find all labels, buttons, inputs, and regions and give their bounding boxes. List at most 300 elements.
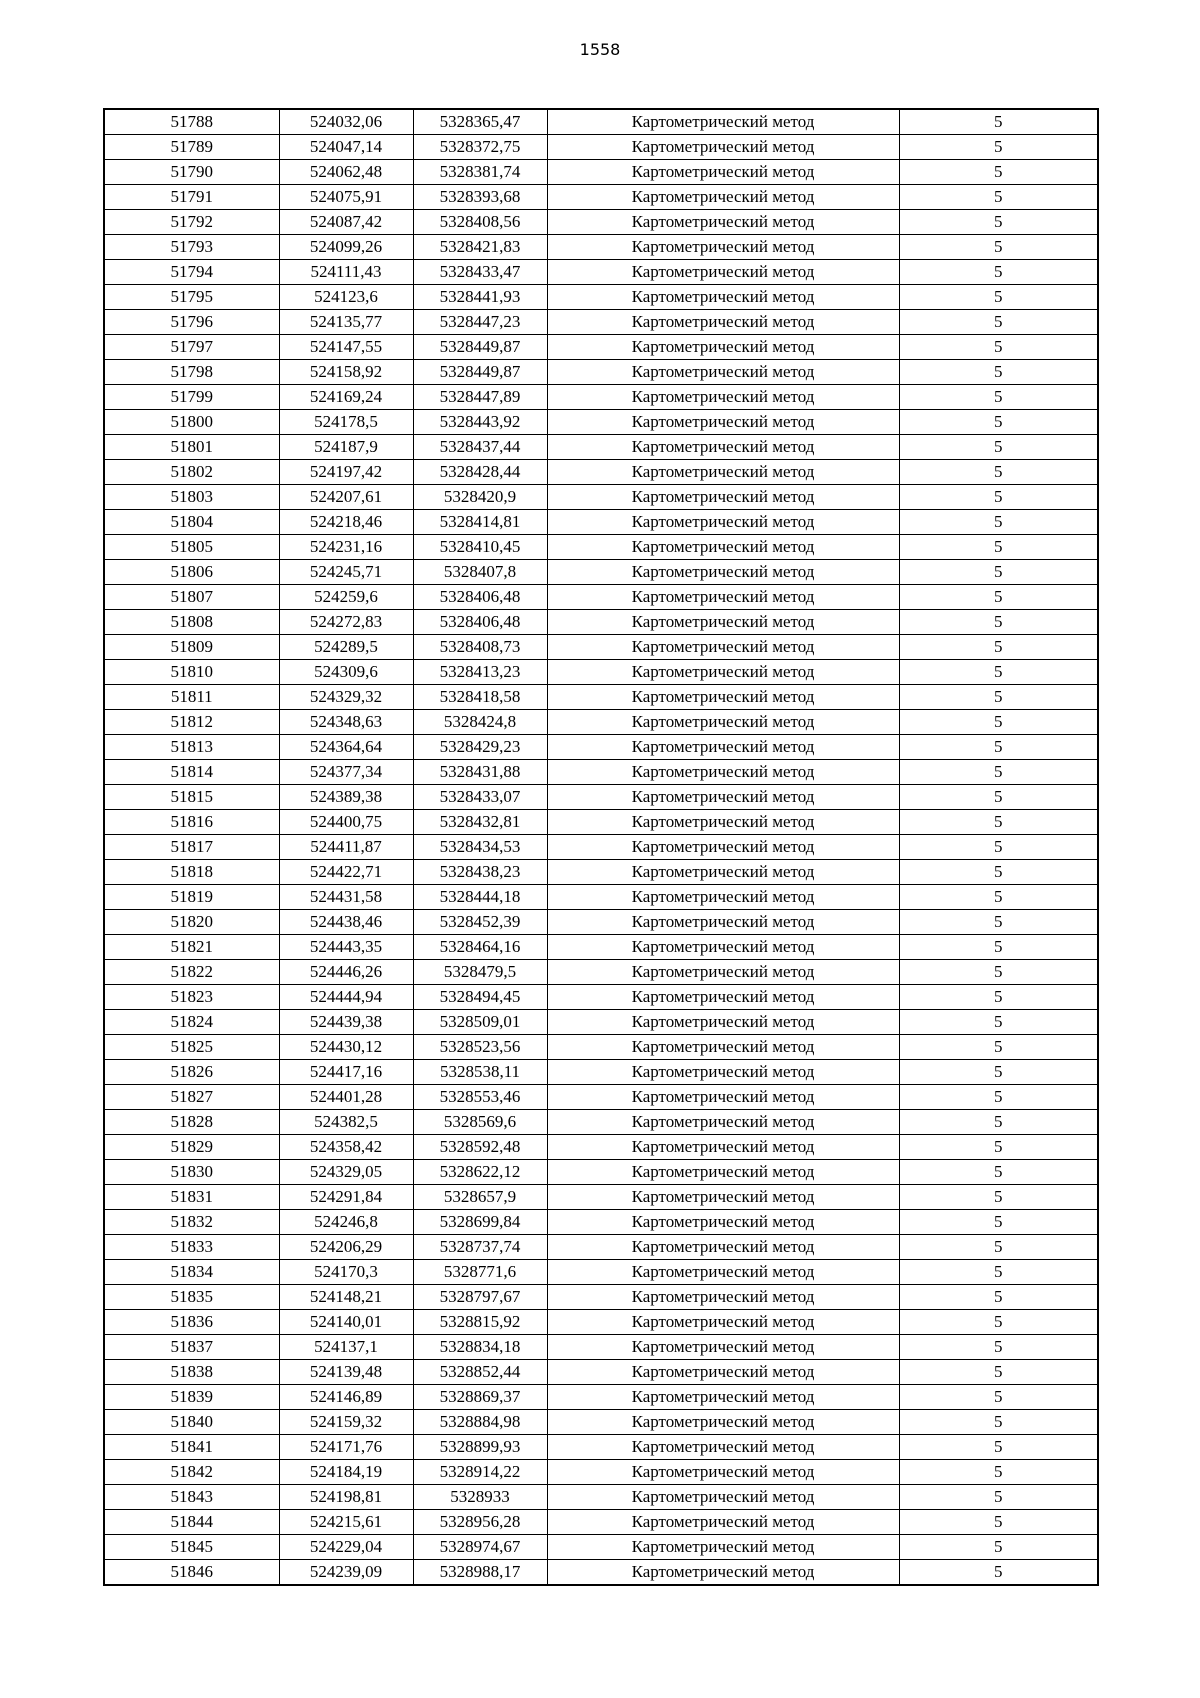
method-cell: Картометрический метод — [547, 1360, 899, 1385]
method-cell: Картометрический метод — [547, 1010, 899, 1035]
x-coordinate-cell: 524411,87 — [279, 835, 413, 860]
y-coordinate-cell: 5328447,89 — [413, 385, 547, 410]
method-cell: Картометрический метод — [547, 360, 899, 385]
table-row — [104, 1060, 1098, 1085]
y-coordinate-cell: 5328494,45 — [413, 985, 547, 1010]
y-coordinate-cell: 5328699,84 — [413, 1210, 547, 1235]
accuracy-cell: 5 — [899, 1310, 1098, 1335]
table-row — [104, 1535, 1098, 1560]
table-row — [104, 385, 1098, 410]
y-coordinate-cell: 5328443,92 — [413, 410, 547, 435]
y-coordinate-cell: 5328418,58 — [413, 685, 547, 710]
table-row — [104, 435, 1098, 460]
accuracy-cell: 5 — [899, 1535, 1098, 1560]
point-number-cell: 51845 — [104, 1535, 279, 1560]
point-number-cell: 51821 — [104, 935, 279, 960]
x-coordinate-cell: 524229,04 — [279, 1535, 413, 1560]
x-coordinate-cell: 524170,3 — [279, 1260, 413, 1285]
table-row — [104, 1335, 1098, 1360]
accuracy-cell: 5 — [899, 1035, 1098, 1060]
point-number-cell: 51795 — [104, 285, 279, 310]
point-number-cell: 51823 — [104, 985, 279, 1010]
y-coordinate-cell: 5328437,44 — [413, 435, 547, 460]
table-row — [104, 485, 1098, 510]
accuracy-cell: 5 — [899, 410, 1098, 435]
y-coordinate-cell: 5328393,68 — [413, 185, 547, 210]
method-cell: Картометрический метод — [547, 1285, 899, 1310]
point-number-cell: 51838 — [104, 1360, 279, 1385]
x-coordinate-cell: 524329,32 — [279, 685, 413, 710]
table-row — [104, 510, 1098, 535]
y-coordinate-cell: 5328414,81 — [413, 510, 547, 535]
method-cell: Картометрический метод — [547, 635, 899, 660]
table-row — [104, 635, 1098, 660]
accuracy-cell: 5 — [899, 835, 1098, 860]
y-coordinate-cell: 5328538,11 — [413, 1060, 547, 1085]
table-row — [104, 1560, 1098, 1586]
point-number-cell: 51818 — [104, 860, 279, 885]
point-number-cell: 51813 — [104, 735, 279, 760]
y-coordinate-cell: 5328479,5 — [413, 960, 547, 985]
y-coordinate-cell: 5328771,6 — [413, 1260, 547, 1285]
accuracy-cell: 5 — [899, 385, 1098, 410]
point-number-cell: 51828 — [104, 1110, 279, 1135]
x-coordinate-cell: 524439,38 — [279, 1010, 413, 1035]
x-coordinate-cell: 524147,55 — [279, 335, 413, 360]
x-coordinate-cell: 524377,34 — [279, 760, 413, 785]
table-row — [104, 1035, 1098, 1060]
accuracy-cell: 5 — [899, 1285, 1098, 1310]
table-row — [104, 1310, 1098, 1335]
table-row — [104, 1210, 1098, 1235]
x-coordinate-cell: 524218,46 — [279, 510, 413, 535]
table-row — [104, 135, 1098, 160]
method-cell: Картометрический метод — [547, 585, 899, 610]
point-number-cell: 51839 — [104, 1385, 279, 1410]
y-coordinate-cell: 5328452,39 — [413, 910, 547, 935]
table-row — [104, 310, 1098, 335]
table-row — [104, 1135, 1098, 1160]
table-row — [104, 535, 1098, 560]
point-number-cell: 51842 — [104, 1460, 279, 1485]
y-coordinate-cell: 5328657,9 — [413, 1185, 547, 1210]
accuracy-cell: 5 — [899, 160, 1098, 185]
y-coordinate-cell: 5328441,93 — [413, 285, 547, 310]
point-number-cell: 51801 — [104, 435, 279, 460]
accuracy-cell: 5 — [899, 1460, 1098, 1485]
x-coordinate-cell: 524206,29 — [279, 1235, 413, 1260]
point-number-cell: 51843 — [104, 1485, 279, 1510]
accuracy-cell: 5 — [899, 109, 1098, 135]
accuracy-cell: 5 — [899, 560, 1098, 585]
accuracy-cell: 5 — [899, 1410, 1098, 1435]
point-number-cell: 51788 — [104, 109, 279, 135]
y-coordinate-cell: 5328797,67 — [413, 1285, 547, 1310]
method-cell: Картометрический метод — [547, 260, 899, 285]
accuracy-cell: 5 — [899, 810, 1098, 835]
point-number-cell: 51793 — [104, 235, 279, 260]
method-cell: Картометрический метод — [547, 985, 899, 1010]
method-cell: Картометрический метод — [547, 1560, 899, 1586]
x-coordinate-cell: 524137,1 — [279, 1335, 413, 1360]
accuracy-cell: 5 — [899, 785, 1098, 810]
y-coordinate-cell: 5328447,23 — [413, 310, 547, 335]
accuracy-cell: 5 — [899, 485, 1098, 510]
method-cell: Картометрический метод — [547, 860, 899, 885]
point-number-cell: 51794 — [104, 260, 279, 285]
table-row — [104, 1435, 1098, 1460]
y-coordinate-cell: 5328433,47 — [413, 260, 547, 285]
table-row — [104, 1360, 1098, 1385]
y-coordinate-cell: 5328428,44 — [413, 460, 547, 485]
method-cell: Картометрический метод — [547, 910, 899, 935]
table-row — [104, 660, 1098, 685]
method-cell: Картометрический метод — [547, 760, 899, 785]
x-coordinate-cell: 524087,42 — [279, 210, 413, 235]
x-coordinate-cell: 524146,89 — [279, 1385, 413, 1410]
point-number-cell: 51811 — [104, 685, 279, 710]
accuracy-cell: 5 — [899, 760, 1098, 785]
table-row — [104, 760, 1098, 785]
accuracy-cell: 5 — [899, 1060, 1098, 1085]
x-coordinate-cell: 524444,94 — [279, 985, 413, 1010]
table-row — [104, 685, 1098, 710]
accuracy-cell: 5 — [899, 1360, 1098, 1385]
x-coordinate-cell: 524139,48 — [279, 1360, 413, 1385]
y-coordinate-cell: 5328622,12 — [413, 1160, 547, 1185]
point-number-cell: 51807 — [104, 585, 279, 610]
x-coordinate-cell: 524358,42 — [279, 1135, 413, 1160]
y-coordinate-cell: 5328899,93 — [413, 1435, 547, 1460]
method-cell: Картометрический метод — [547, 885, 899, 910]
point-number-cell: 51789 — [104, 135, 279, 160]
method-cell: Картометрический метод — [547, 1510, 899, 1535]
accuracy-cell: 5 — [899, 285, 1098, 310]
method-cell: Картометрический метод — [547, 1210, 899, 1235]
point-number-cell: 51826 — [104, 1060, 279, 1085]
point-number-cell: 51830 — [104, 1160, 279, 1185]
point-number-cell: 51827 — [104, 1085, 279, 1110]
x-coordinate-cell: 524430,12 — [279, 1035, 413, 1060]
y-coordinate-cell: 5328410,45 — [413, 535, 547, 560]
x-coordinate-cell: 524382,5 — [279, 1110, 413, 1135]
y-coordinate-cell: 5328449,87 — [413, 335, 547, 360]
y-coordinate-cell: 5328434,53 — [413, 835, 547, 860]
method-cell: Картометрический метод — [547, 1085, 899, 1110]
point-number-cell: 51835 — [104, 1285, 279, 1310]
point-number-cell: 51834 — [104, 1260, 279, 1285]
method-cell: Картометрический метод — [547, 1385, 899, 1410]
y-coordinate-cell: 5328869,37 — [413, 1385, 547, 1410]
method-cell: Картометрический метод — [547, 560, 899, 585]
accuracy-cell: 5 — [899, 185, 1098, 210]
y-coordinate-cell: 5328429,23 — [413, 735, 547, 760]
x-coordinate-cell: 524197,42 — [279, 460, 413, 485]
x-coordinate-cell: 524446,26 — [279, 960, 413, 985]
accuracy-cell: 5 — [899, 1085, 1098, 1110]
method-cell: Картометрический метод — [547, 1410, 899, 1435]
table-row — [104, 1235, 1098, 1260]
x-coordinate-cell: 524171,76 — [279, 1435, 413, 1460]
accuracy-cell: 5 — [899, 910, 1098, 935]
point-number-cell: 51829 — [104, 1135, 279, 1160]
accuracy-cell: 5 — [899, 735, 1098, 760]
x-coordinate-cell: 524239,09 — [279, 1560, 413, 1586]
x-coordinate-cell: 524184,19 — [279, 1460, 413, 1485]
x-coordinate-cell: 524400,75 — [279, 810, 413, 835]
method-cell: Картометрический метод — [547, 1160, 899, 1185]
accuracy-cell: 5 — [899, 460, 1098, 485]
method-cell: Картометрический метод — [547, 385, 899, 410]
table-row — [104, 785, 1098, 810]
accuracy-cell: 5 — [899, 510, 1098, 535]
y-coordinate-cell: 5328988,17 — [413, 1560, 547, 1586]
y-coordinate-cell: 5328421,83 — [413, 235, 547, 260]
point-number-cell: 51798 — [104, 360, 279, 385]
table-row — [104, 1260, 1098, 1285]
accuracy-cell: 5 — [899, 1210, 1098, 1235]
accuracy-cell: 5 — [899, 1010, 1098, 1035]
point-number-cell: 51841 — [104, 1435, 279, 1460]
table-row — [104, 460, 1098, 485]
table-row — [104, 885, 1098, 910]
method-cell: Картометрический метод — [547, 435, 899, 460]
y-coordinate-cell: 5328974,67 — [413, 1535, 547, 1560]
x-coordinate-cell: 524158,92 — [279, 360, 413, 385]
method-cell: Картометрический метод — [547, 1535, 899, 1560]
y-coordinate-cell: 5328592,48 — [413, 1135, 547, 1160]
x-coordinate-cell: 524422,71 — [279, 860, 413, 885]
y-coordinate-cell: 5328449,87 — [413, 360, 547, 385]
table-row — [104, 235, 1098, 260]
x-coordinate-cell: 524231,16 — [279, 535, 413, 560]
point-number-cell: 51796 — [104, 310, 279, 335]
point-number-cell: 51840 — [104, 1410, 279, 1435]
table-row — [104, 610, 1098, 635]
point-number-cell: 51819 — [104, 885, 279, 910]
table-row — [104, 1085, 1098, 1110]
table-row — [104, 1385, 1098, 1410]
table-row — [104, 1160, 1098, 1185]
page-number: 1558 — [579, 40, 621, 59]
method-cell: Картометрический метод — [547, 735, 899, 760]
point-number-cell: 51791 — [104, 185, 279, 210]
method-cell: Картометрический метод — [547, 1460, 899, 1485]
accuracy-cell: 5 — [899, 260, 1098, 285]
y-coordinate-cell: 5328406,48 — [413, 610, 547, 635]
x-coordinate-cell: 524140,01 — [279, 1310, 413, 1335]
method-cell: Картометрический метод — [547, 610, 899, 635]
y-coordinate-cell: 5328933 — [413, 1485, 547, 1510]
point-number-cell: 51799 — [104, 385, 279, 410]
method-cell: Картометрический метод — [547, 310, 899, 335]
x-coordinate-cell: 524431,58 — [279, 885, 413, 910]
table-row — [104, 960, 1098, 985]
method-cell: Картометрический метод — [547, 1135, 899, 1160]
y-coordinate-cell: 5328553,46 — [413, 1085, 547, 1110]
y-coordinate-cell: 5328569,6 — [413, 1110, 547, 1135]
accuracy-cell: 5 — [899, 360, 1098, 385]
accuracy-cell: 5 — [899, 610, 1098, 635]
x-coordinate-cell: 524178,5 — [279, 410, 413, 435]
point-number-cell: 51817 — [104, 835, 279, 860]
point-number-cell: 51812 — [104, 710, 279, 735]
accuracy-cell: 5 — [899, 435, 1098, 460]
x-coordinate-cell: 524111,43 — [279, 260, 413, 285]
y-coordinate-cell: 5328433,07 — [413, 785, 547, 810]
method-cell: Картометрический метод — [547, 335, 899, 360]
accuracy-cell: 5 — [899, 885, 1098, 910]
x-coordinate-cell: 524169,24 — [279, 385, 413, 410]
accuracy-cell: 5 — [899, 1485, 1098, 1510]
method-cell: Картометрический метод — [547, 535, 899, 560]
y-coordinate-cell: 5328413,23 — [413, 660, 547, 685]
point-number-cell: 51800 — [104, 410, 279, 435]
x-coordinate-cell: 524289,5 — [279, 635, 413, 660]
table-row — [104, 109, 1098, 135]
x-coordinate-cell: 524148,21 — [279, 1285, 413, 1310]
x-coordinate-cell: 524123,6 — [279, 285, 413, 310]
x-coordinate-cell: 524099,26 — [279, 235, 413, 260]
x-coordinate-cell: 524245,71 — [279, 560, 413, 585]
point-number-cell: 51805 — [104, 535, 279, 560]
y-coordinate-cell: 5328408,73 — [413, 635, 547, 660]
method-cell: Картометрический метод — [547, 285, 899, 310]
x-coordinate-cell: 524364,64 — [279, 735, 413, 760]
table-row — [104, 285, 1098, 310]
y-coordinate-cell: 5328406,48 — [413, 585, 547, 610]
y-coordinate-cell: 5328956,28 — [413, 1510, 547, 1535]
x-coordinate-cell: 524259,6 — [279, 585, 413, 610]
table-row — [104, 735, 1098, 760]
method-cell: Картометрический метод — [547, 785, 899, 810]
method-cell: Картометрический метод — [547, 1035, 899, 1060]
accuracy-cell: 5 — [899, 1335, 1098, 1360]
point-number-cell: 51792 — [104, 210, 279, 235]
y-coordinate-cell: 5328737,74 — [413, 1235, 547, 1260]
method-cell: Картометрический метод — [547, 510, 899, 535]
accuracy-cell: 5 — [899, 585, 1098, 610]
x-coordinate-cell: 524215,61 — [279, 1510, 413, 1535]
method-cell: Картометрический метод — [547, 235, 899, 260]
x-coordinate-cell: 524207,61 — [279, 485, 413, 510]
method-cell: Картометрический метод — [547, 135, 899, 160]
y-coordinate-cell: 5328509,01 — [413, 1010, 547, 1035]
point-number-cell: 51809 — [104, 635, 279, 660]
point-number-cell: 51844 — [104, 1510, 279, 1535]
point-number-cell: 51797 — [104, 335, 279, 360]
accuracy-cell: 5 — [899, 310, 1098, 335]
accuracy-cell: 5 — [899, 1510, 1098, 1535]
table-row — [104, 560, 1098, 585]
method-cell: Картометрический метод — [547, 810, 899, 835]
point-number-cell: 51831 — [104, 1185, 279, 1210]
point-number-cell: 51846 — [104, 1560, 279, 1586]
y-coordinate-cell: 5328815,92 — [413, 1310, 547, 1335]
x-coordinate-cell: 524187,9 — [279, 435, 413, 460]
accuracy-cell: 5 — [899, 335, 1098, 360]
method-cell: Картометрический метод — [547, 485, 899, 510]
y-coordinate-cell: 5328365,47 — [413, 109, 547, 135]
point-number-cell: 51808 — [104, 610, 279, 635]
x-coordinate-cell: 524401,28 — [279, 1085, 413, 1110]
y-coordinate-cell: 5328852,44 — [413, 1360, 547, 1385]
x-coordinate-cell: 524417,16 — [279, 1060, 413, 1085]
point-number-cell: 51816 — [104, 810, 279, 835]
accuracy-cell: 5 — [899, 1160, 1098, 1185]
method-cell: Картометрический метод — [547, 1060, 899, 1085]
x-coordinate-cell: 524062,48 — [279, 160, 413, 185]
y-coordinate-cell: 5328407,8 — [413, 560, 547, 585]
method-cell: Картометрический метод — [547, 1310, 899, 1335]
y-coordinate-cell: 5328420,9 — [413, 485, 547, 510]
method-cell: Картометрический метод — [547, 685, 899, 710]
x-coordinate-cell: 524309,6 — [279, 660, 413, 685]
method-cell: Картометрический метод — [547, 1185, 899, 1210]
accuracy-cell: 5 — [899, 1260, 1098, 1285]
point-number-cell: 51804 — [104, 510, 279, 535]
point-number-cell: 51836 — [104, 1310, 279, 1335]
table-row — [104, 1285, 1098, 1310]
point-number-cell: 51832 — [104, 1210, 279, 1235]
table-row — [104, 985, 1098, 1010]
accuracy-cell: 5 — [899, 135, 1098, 160]
table-row — [104, 935, 1098, 960]
y-coordinate-cell: 5328523,56 — [413, 1035, 547, 1060]
table-row — [104, 260, 1098, 285]
accuracy-cell: 5 — [899, 1185, 1098, 1210]
x-coordinate-cell: 524443,35 — [279, 935, 413, 960]
accuracy-cell: 5 — [899, 960, 1098, 985]
method-cell: Картометрический метод — [547, 109, 899, 135]
method-cell: Картометрический метод — [547, 460, 899, 485]
table-row — [104, 1510, 1098, 1535]
y-coordinate-cell: 5328408,56 — [413, 210, 547, 235]
method-cell: Картометрический метод — [547, 660, 899, 685]
table-row — [104, 1010, 1098, 1035]
table-row — [104, 835, 1098, 860]
point-number-cell: 51822 — [104, 960, 279, 985]
point-number-cell: 51806 — [104, 560, 279, 585]
accuracy-cell: 5 — [899, 660, 1098, 685]
accuracy-cell: 5 — [899, 1235, 1098, 1260]
table-row — [104, 1410, 1098, 1435]
table-body — [104, 109, 1098, 1585]
coordinates-table — [103, 108, 1099, 1586]
accuracy-cell: 5 — [899, 1560, 1098, 1586]
accuracy-cell: 5 — [899, 860, 1098, 885]
point-number-cell: 51820 — [104, 910, 279, 935]
point-number-cell: 51824 — [104, 1010, 279, 1035]
y-coordinate-cell: 5328431,88 — [413, 760, 547, 785]
x-coordinate-cell: 524389,38 — [279, 785, 413, 810]
y-coordinate-cell: 5328438,23 — [413, 860, 547, 885]
table-row — [104, 910, 1098, 935]
accuracy-cell: 5 — [899, 535, 1098, 560]
y-coordinate-cell: 5328914,22 — [413, 1460, 547, 1485]
method-cell: Картометрический метод — [547, 185, 899, 210]
point-number-cell: 51803 — [104, 485, 279, 510]
method-cell: Картометрический метод — [547, 160, 899, 185]
x-coordinate-cell: 524329,05 — [279, 1160, 413, 1185]
method-cell: Картометрический метод — [547, 835, 899, 860]
table-row — [104, 1460, 1098, 1485]
y-coordinate-cell: 5328424,8 — [413, 710, 547, 735]
table-row — [104, 160, 1098, 185]
table-row — [104, 1185, 1098, 1210]
table-row — [104, 1110, 1098, 1135]
table-row — [104, 410, 1098, 435]
